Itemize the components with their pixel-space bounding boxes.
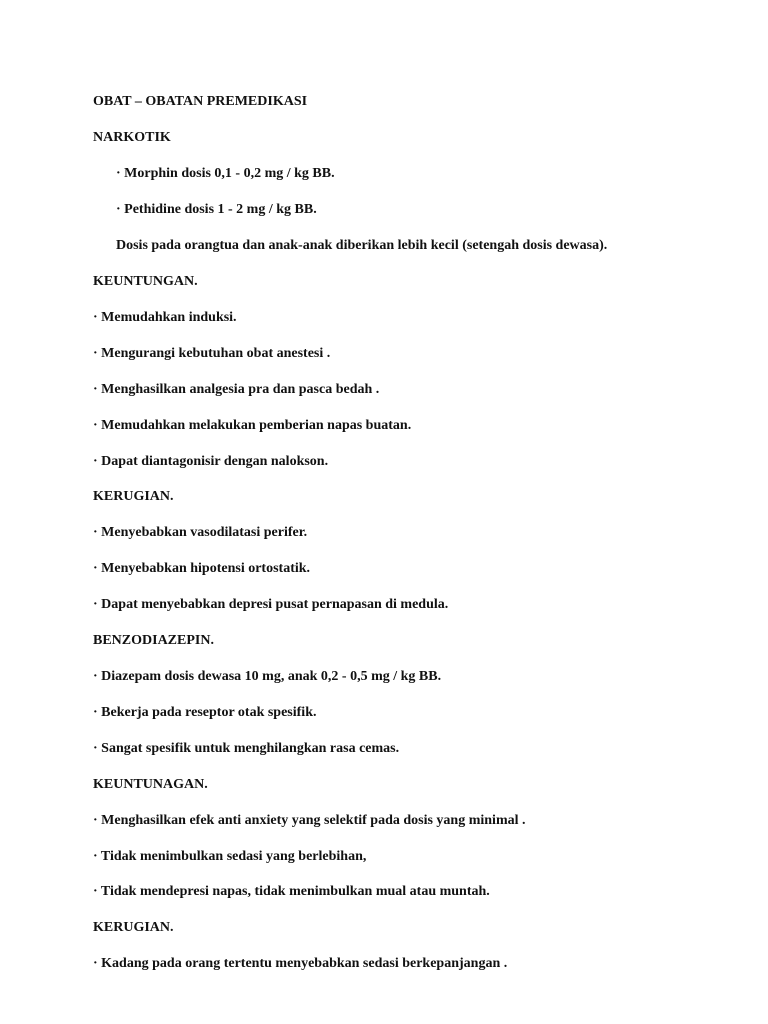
list-item: · Memudahkan melakukan pemberian napas buatan. [93, 418, 412, 433]
list-item: · Sangat spesifik untuk menghilangkan rasa cemas. [93, 741, 400, 756]
list-item: · Diazepam dosis dewasa 10 mg, anak 0,2 - 0,5 mg / kg BB. [93, 669, 442, 684]
list-item: · Menghasilkan efek anti anxiety yang selektif pada dosis yang minimal . [93, 813, 526, 828]
dosage-note: Dosis pada orangtua dan anak-anak diberikan lebih kecil (setengah dosis dewasa). [116, 238, 608, 253]
list-item: · Mengurangi kebutuhan obat anestesi . [93, 346, 331, 361]
list-item: · Memudahkan induksi. [93, 310, 237, 325]
section-heading-keuntungan: KEUNTUNGAN. [93, 274, 198, 289]
list-item: · Pethidine dosis 1 - 2 mg / kg BB. [116, 202, 317, 217]
list-item: · Bekerja pada reseptor otak spesifik. [93, 705, 317, 720]
list-item: · Tidak menimbulkan sedasi yang berlebihan, [93, 849, 367, 864]
list-item: · Menyebabkan hipotensi ortostatik. [93, 561, 311, 576]
section-heading-kerugian-benzo: KERUGIAN. [93, 920, 174, 935]
list-item: · Morphin dosis 0,1 - 0,2 mg / kg BB. [116, 166, 335, 181]
list-item: · Tidak mendepresi napas, tidak menimbulkan mual atau muntah. [93, 884, 490, 899]
section-heading-benzodiazepin: BENZODIAZEPIN. [93, 633, 214, 648]
section-heading-kerugian: KERUGIAN. [93, 489, 174, 504]
page-title: OBAT – OBATAN PREMEDIKASI [93, 94, 308, 109]
section-heading-keuntunagan: KEUNTUNAGAN. [93, 777, 208, 792]
list-item: · Kadang pada orang tertentu menyebabkan sedasi berkepanjangan . [93, 956, 508, 971]
list-item: · Menyebabkan vasodilatasi perifer. [93, 525, 308, 540]
list-item: · Dapat menyebabkan depresi pusat pernapasan di medula. [93, 597, 449, 612]
section-heading-narkotik: NARKOTIK [93, 130, 171, 145]
list-item: · Dapat diantagonisir dengan nalokson. [93, 454, 329, 469]
list-item: · Menghasilkan analgesia pra dan pasca bedah . [93, 382, 380, 397]
